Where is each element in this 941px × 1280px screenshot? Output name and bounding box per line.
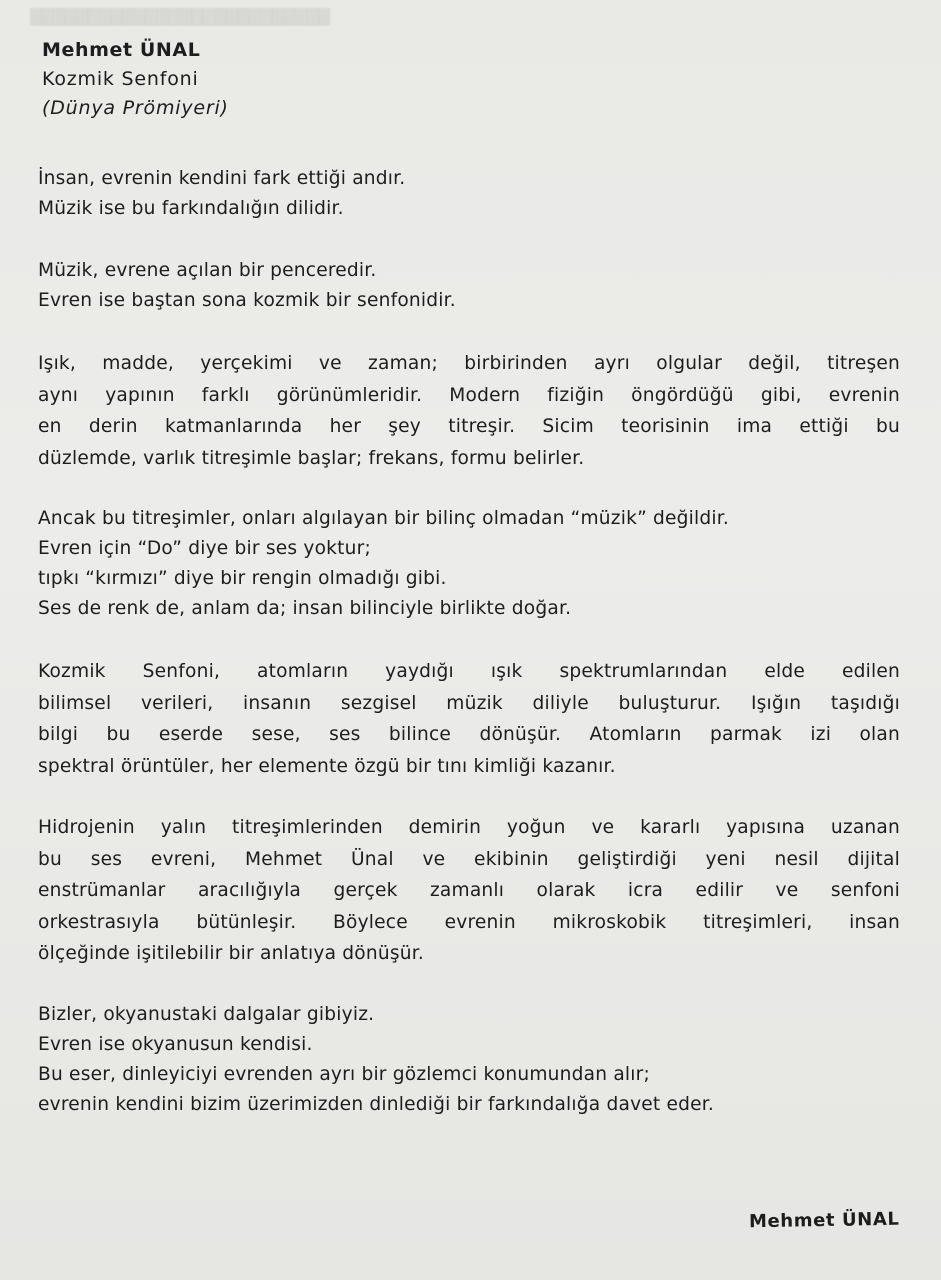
stanza	[38, 504, 900, 624]
text-line: evrenin kendini bizim üzerimizden dinlediği bir farkındalığa davet eder.	[38, 1093, 715, 1115]
stanza	[38, 164, 900, 224]
text-line: tıpkı “kırmızı” diye bir rengin olmadığı gibi.	[38, 568, 447, 589]
stanza	[38, 1000, 900, 1120]
text-line: aynı yapının farklı görünümleridir. Modern fiziğin öngördüğü gibi, evrenin	[38, 384, 900, 406]
text-line: orkestrasıyla bütünleşir. Böylece evrenin mikroskobik titreşimleri, insan	[38, 911, 900, 933]
text-line: Ancak bu titreşimler, onları algılayan bir bilinç olmadan “müzik” değildir.	[38, 508, 730, 529]
work-title: Kozmik Senfoni	[42, 68, 199, 90]
text-line: Kozmik Senfoni, atomların yaydığı ışık spektrumlarından elde edilen	[38, 661, 900, 682]
text-line: Hidrojenin yalın titreşimlerinden demirin yoğun ve kararlı yapısına uzanan	[38, 817, 900, 838]
paragraph	[38, 348, 900, 474]
text-line: Müzik ise bu farkındalığın dilidir.	[38, 198, 344, 219]
text-line: spektral örüntüler, her elemente özgü bir tını kimliği kazanır.	[38, 755, 616, 777]
paragraph	[38, 812, 900, 970]
text-line: en derin katmanlarında her şey titreşir. Sicim teorisinin ima ettiği bu	[38, 416, 900, 437]
program-note-body	[38, 164, 900, 1152]
text-line: İnsan, evrenin kendini fark ettiği andır.	[38, 168, 406, 189]
text-line: Bizler, okyanustaki dalgalar gibiyiz.	[38, 1003, 375, 1025]
text-line: bilgi bu eserde sese, ses bilince dönüşür. Atomların parmak izi olan	[38, 724, 900, 745]
paragraph	[38, 656, 900, 782]
premiere-note: (Dünya Prömiyeri)	[42, 97, 229, 119]
text-line: Müzik, evrene açılan bir penceredir.	[38, 260, 377, 281]
text-line: ölçeğinde işitilebilir bir anlatıya dönüşür.	[38, 943, 424, 964]
text-line: Bu eser, dinleyiciyi evrenden ayrı bir gözlemci konumundan alır;	[38, 1063, 650, 1085]
text-line: Işık, madde, yerçekimi ve zaman; birbirinden ayrı olgular değil, titreşen	[38, 353, 900, 374]
document-header	[42, 36, 229, 122]
author-name: Mehmet ÜNAL	[42, 39, 201, 61]
text-line: Evren ise okyanusun kendisi.	[38, 1033, 313, 1055]
text-line: düzlemde, varlık titreşimle başlar; frekans, formu belirler.	[38, 447, 585, 469]
text-line: Evren için “Do” diye bir ses yoktur;	[38, 538, 371, 559]
text-line: bilimsel verileri, insanın sezgisel müzik diliyle buluşturur. Işığın taşıdığı	[38, 692, 900, 714]
text-line: Ses de renk de, anlam da; insan bilinciyle birlikte doğar.	[38, 598, 572, 619]
stanza	[38, 256, 900, 316]
bleed-through-texture: ██████████████████████████	[30, 8, 330, 26]
signature: Mehmet ÜNAL	[748, 1208, 900, 1233]
text-line: bu ses evreni, Mehmet Ünal ve ekibinin geliştirdiği yeni nesil dijital	[38, 848, 900, 870]
text-line: enstrümanlar aracılığıyla gerçek zamanlı olarak icra edilir ve senfoni	[38, 880, 900, 901]
text-line: Evren ise baştan sona kozmik bir senfonidir.	[38, 290, 456, 311]
